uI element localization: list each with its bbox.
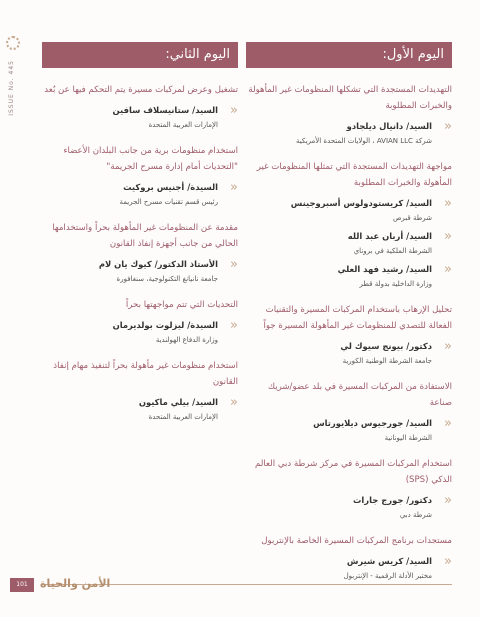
double-chevron-icon: « bbox=[230, 395, 238, 410]
speaker-name: السيد/ أربان عبد الله bbox=[347, 231, 432, 241]
speaker-organization: مختبر الأدلة الرقمية - الإنتربول bbox=[343, 572, 432, 580]
speaker-row bbox=[246, 197, 452, 224]
speaker-info bbox=[246, 120, 432, 147]
speaker-name: السيد/ كريستودولوس أسبروجينس bbox=[290, 198, 432, 208]
day2-column bbox=[42, 42, 238, 435]
session-item bbox=[246, 379, 452, 444]
speaker-organization: شركة AVIAN LLC ، الولايات المتحدة الأمريكية bbox=[295, 137, 432, 145]
speaker-organization: الشرطة اليونانية bbox=[384, 434, 432, 442]
session-title: استخدام المركبات المسيرة في مركز شرطة دبي العالم الذكي (SPS) bbox=[255, 459, 452, 485]
session-title: مستجدات برنامج المركبات المسيرة الخاصة بالإنتربول bbox=[261, 536, 452, 546]
double-chevron-icon: « bbox=[230, 257, 238, 272]
session-title: مواجهة التهديدات المستجدة التي تمثلها المنظومات غير المأهولة والخبرات المطلوبة bbox=[256, 162, 452, 188]
magazine-title: الأمن والحياة bbox=[40, 577, 111, 590]
session-title: مقدمة عن المنظومات غير المأهولة بحراً واستخدامها الحالي من جانب أجهزة إنفاذ القانون bbox=[52, 223, 238, 249]
session-title: التحديات التي تتم مواجهتها بحراً bbox=[125, 300, 238, 310]
speaker-row bbox=[246, 555, 452, 582]
speaker-organization: الإمارات العربية المتحدة bbox=[148, 413, 218, 421]
double-chevron-icon: « bbox=[444, 196, 452, 211]
speaker-row bbox=[42, 319, 238, 346]
speaker-info bbox=[42, 258, 218, 285]
speaker-row bbox=[42, 258, 238, 285]
speaker-organization: جامعة الشرطة الوطنية الكورية bbox=[342, 357, 432, 365]
session-title: استخدام منظومات غير مأهولة بحراً لتنفيذ مهام إنفاذ القانون bbox=[53, 361, 238, 387]
page-number: 101 bbox=[10, 578, 34, 592]
double-chevron-icon: « bbox=[444, 229, 452, 244]
speaker-name: السيد/ ستانيسلاف سافين bbox=[112, 105, 218, 115]
speaker-row bbox=[246, 263, 452, 290]
day2-sessions bbox=[42, 82, 238, 423]
session-item bbox=[246, 533, 452, 582]
speaker-organization: جامعة نانيانغ التكنولوجية، سنغافورة bbox=[116, 275, 218, 283]
speaker-organization: شرطة قبرص bbox=[392, 214, 432, 222]
double-chevron-icon: « bbox=[444, 493, 452, 508]
speaker-organization: وزارة الداخلية بدولة قطر bbox=[359, 280, 432, 288]
session-item bbox=[42, 297, 238, 346]
day1-sessions bbox=[246, 82, 452, 582]
day1-header: اليوم الأول: bbox=[246, 42, 452, 68]
day1-column bbox=[246, 42, 452, 594]
day2-header: اليوم الثاني: bbox=[42, 42, 238, 68]
speaker-name: السيد/ رشيد فهد العلي bbox=[337, 264, 432, 274]
speaker-row bbox=[246, 417, 452, 444]
session-item bbox=[42, 82, 238, 131]
session-item bbox=[246, 82, 452, 147]
speaker-row bbox=[246, 494, 452, 521]
speaker-row bbox=[42, 396, 238, 423]
speaker-organization: الشرطة الملكية في بروناي bbox=[353, 247, 432, 255]
session-title: استخدام منظومات برية من جانب البلدان الأعضاء "التحديات أمام إدارة مسرح الجريمة" bbox=[63, 146, 238, 172]
double-chevron-icon: « bbox=[444, 554, 452, 569]
speaker-info bbox=[246, 230, 432, 257]
session-item bbox=[246, 302, 452, 367]
speaker-organization: شرطة دبي bbox=[399, 511, 432, 519]
speaker-info bbox=[42, 104, 218, 131]
session-title: الاستفادة من المركبات المسيرة في بلد عضو/شريك صناعة bbox=[267, 382, 452, 408]
speaker-name: السيد/ جورجيوس ديلايورتاس bbox=[313, 418, 432, 428]
session-item bbox=[246, 159, 452, 290]
speaker-info bbox=[42, 319, 218, 346]
speaker-row bbox=[246, 340, 452, 367]
speaker-name: السيدة/ ليزلوت بولديرمان bbox=[112, 320, 218, 330]
speaker-organization: رئيس قسم تقنيات مسرح الجريمة bbox=[119, 198, 218, 206]
speaker-name: السيد/ كريس شيرش bbox=[346, 556, 432, 566]
session-title: تشغيل وعرض لمركبات مسيرة يتم التحكم فيها عن بُعد bbox=[44, 85, 238, 95]
speaker-info bbox=[246, 263, 432, 290]
speaker-info bbox=[42, 181, 218, 208]
double-chevron-icon: « bbox=[230, 180, 238, 195]
session-item bbox=[42, 143, 238, 208]
session-title: التهديدات المستجدة التي تشكلها المنظومات غير المأهولة والخبرات المطلوبة bbox=[248, 85, 452, 111]
speaker-name: السيد/ بيلي ماكيون bbox=[138, 397, 218, 407]
speaker-row bbox=[42, 181, 238, 208]
double-chevron-icon: « bbox=[230, 318, 238, 333]
speaker-info bbox=[246, 340, 432, 367]
speaker-name: الأستاذ الدكتور/ كيوك يان لام bbox=[98, 259, 218, 269]
magazine-logo-icon bbox=[6, 36, 20, 50]
double-chevron-icon: « bbox=[444, 119, 452, 134]
speaker-name: السيدة/ أجنيس بروكيت bbox=[123, 182, 218, 192]
speaker-row bbox=[246, 120, 452, 147]
speaker-info bbox=[246, 417, 432, 444]
issue-label: ISSUE No. 445 bbox=[8, 60, 15, 116]
session-item bbox=[246, 456, 452, 521]
speaker-name: دكتور/ بيونج سيوك لي bbox=[340, 341, 432, 351]
session-title: تحليل الإرهاب باستخدام المركبات المسيرة والتقنيات الفعالة للتصدي للمنظومات غير المأهولة المسيرة جواً bbox=[263, 305, 452, 331]
speaker-row bbox=[42, 104, 238, 131]
speaker-name: دكتور/ جورج جارات bbox=[353, 495, 432, 505]
double-chevron-icon: « bbox=[444, 339, 452, 354]
session-item bbox=[42, 358, 238, 423]
session-item bbox=[42, 220, 238, 285]
speaker-info bbox=[246, 494, 432, 521]
double-chevron-icon: « bbox=[230, 103, 238, 118]
speaker-name: السيد/ دانيال ديلجادو bbox=[346, 121, 432, 131]
speaker-info bbox=[246, 555, 432, 582]
speaker-organization: وزارة الدفاع الهولندية bbox=[155, 336, 218, 344]
speaker-row bbox=[246, 230, 452, 257]
speaker-info bbox=[246, 197, 432, 224]
speaker-organization: الإمارات العربية المتحدة bbox=[148, 121, 218, 129]
double-chevron-icon: « bbox=[444, 262, 452, 277]
double-chevron-icon: « bbox=[444, 416, 452, 431]
speaker-info bbox=[42, 396, 218, 423]
